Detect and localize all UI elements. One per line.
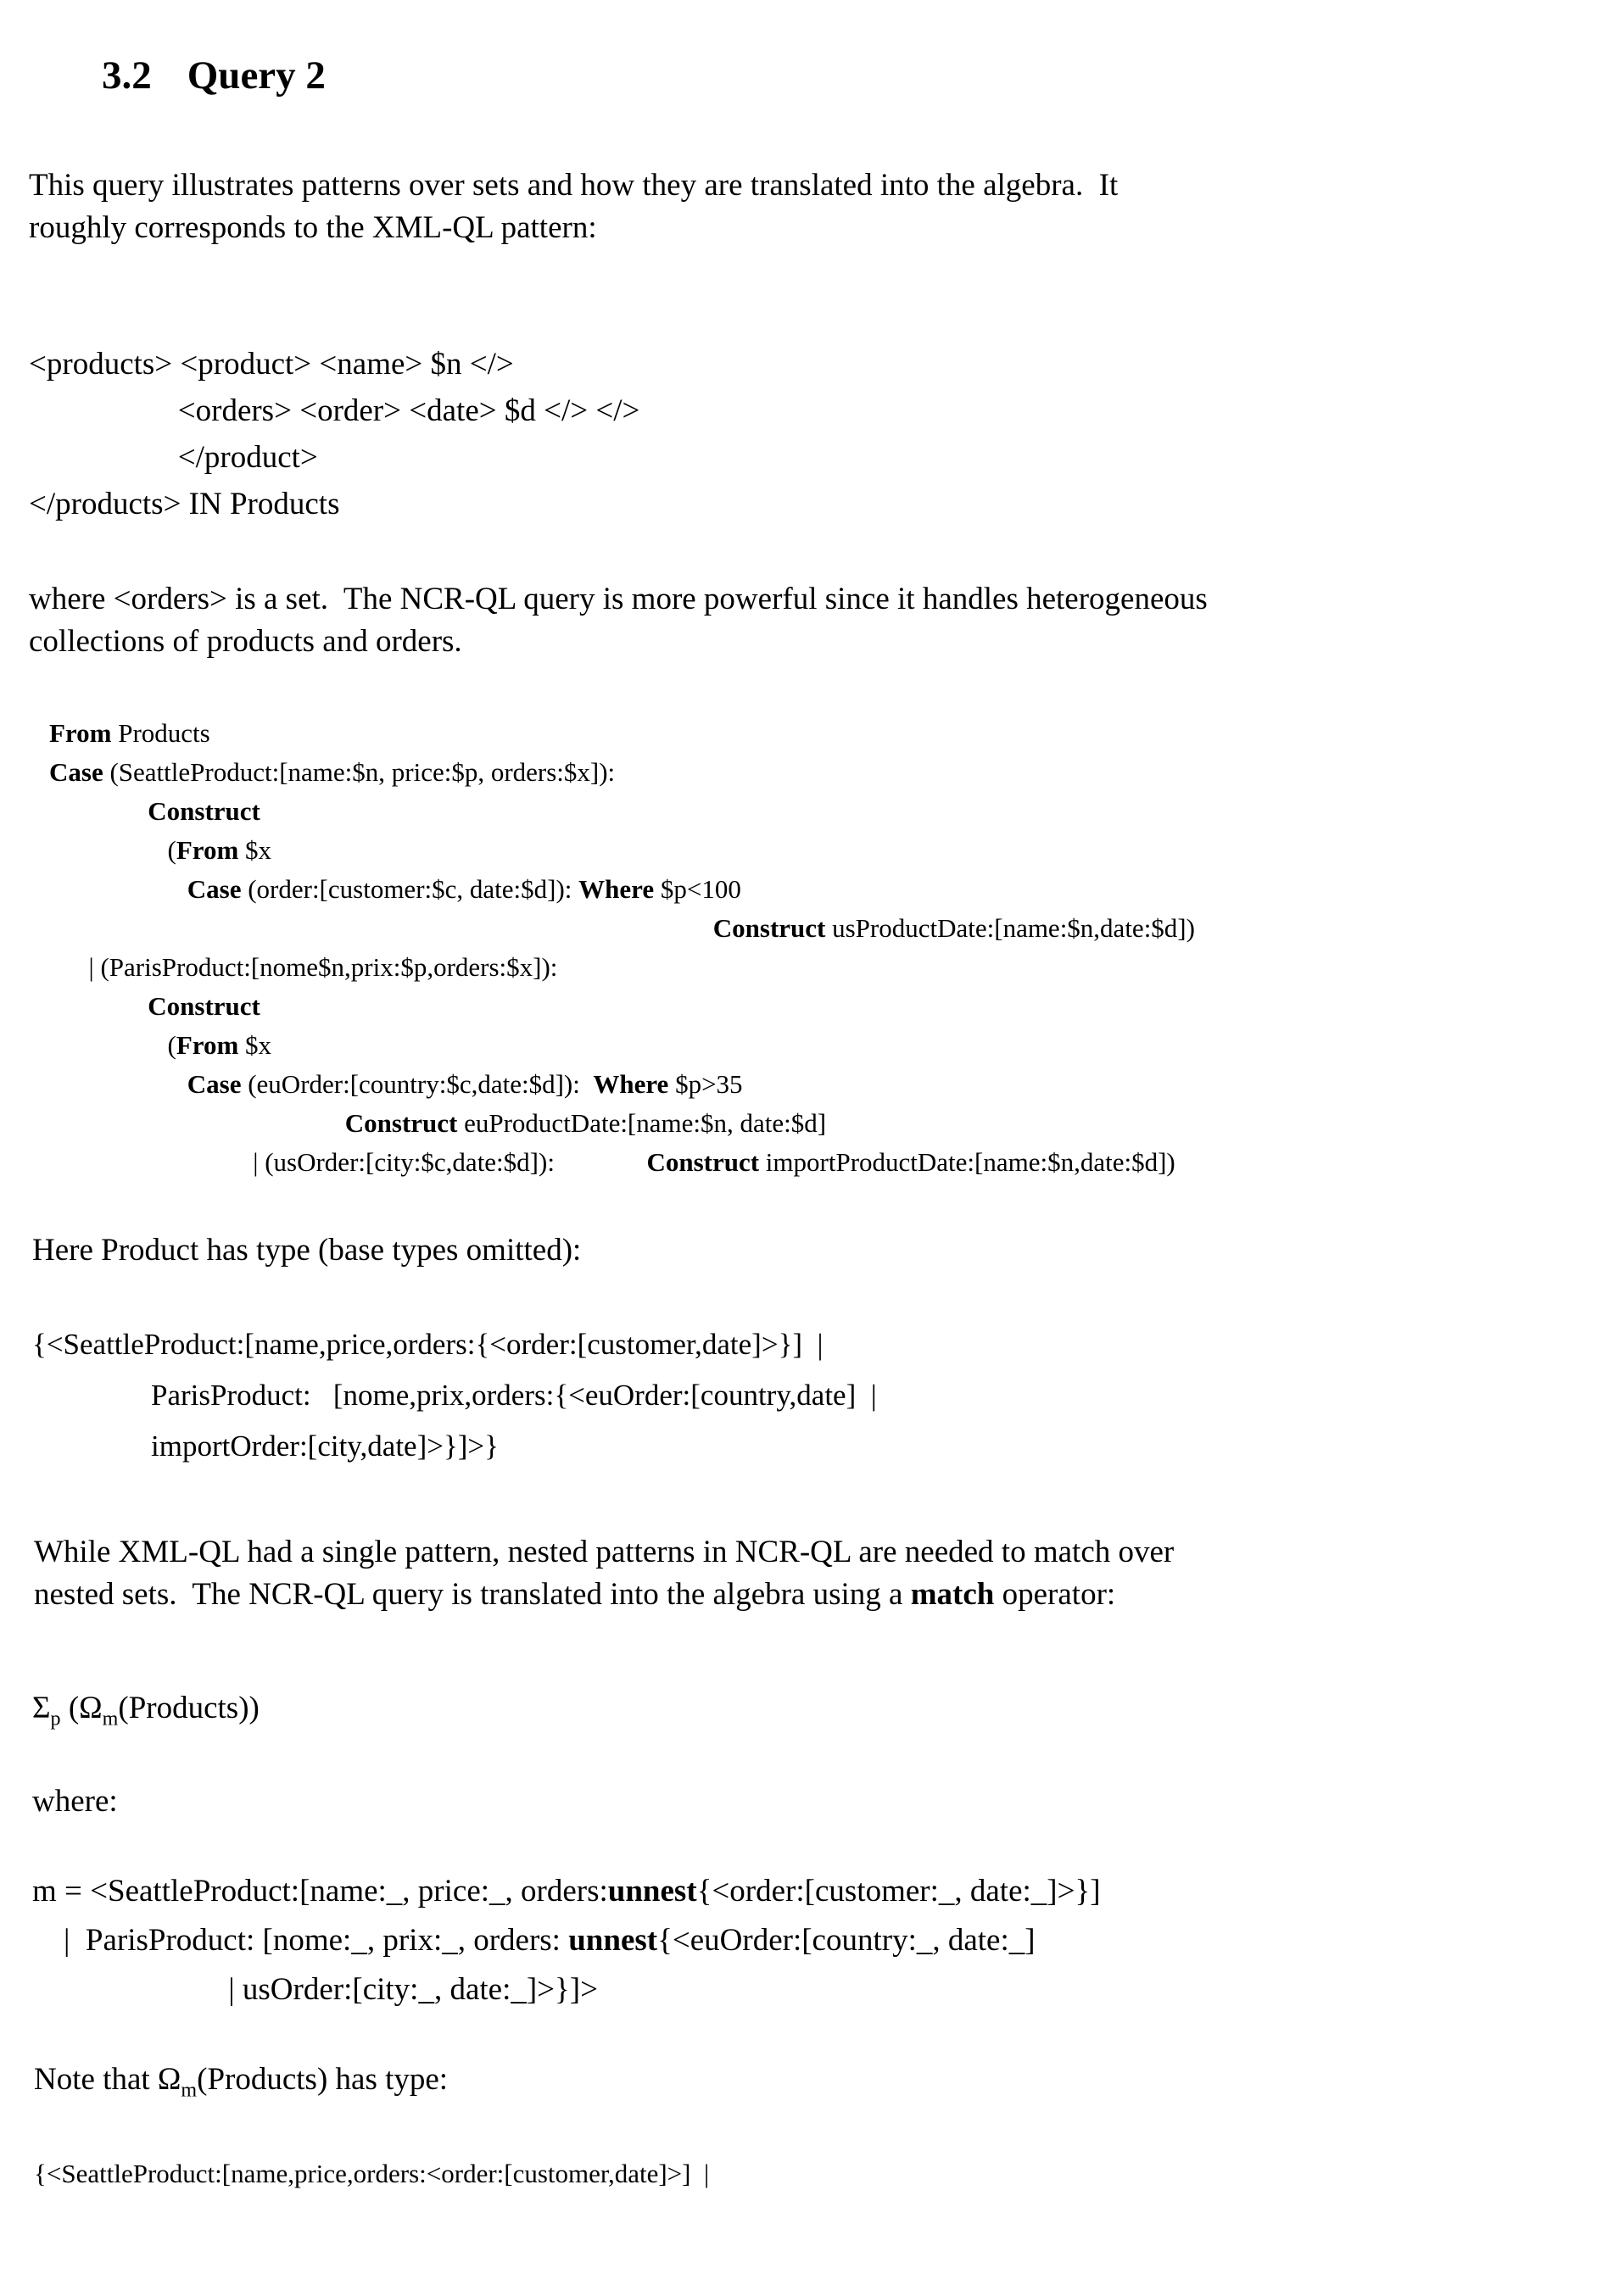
product-type-definition [32,1319,1574,1472]
match-pattern-definition [32,1867,1574,2015]
text-line: | usOrder:[city:_, date:_]>}]> [32,1972,598,2007]
where-label [32,1781,1574,1823]
text-line: </products> IN Products [29,487,340,521]
intro-paragraph [29,164,1574,249]
section-number: 3.2 [102,53,152,98]
text-line: While XML-QL had a single pattern, nested patterns in NCR-QL are needed to match over [34,1535,1175,1569]
result-type-line [34,2155,1574,2193]
text-line: (From $x [49,1030,272,1060]
text-line: importOrder:[city,date]>}]>} [32,1429,499,1463]
section-title: Query 2 [187,53,326,98]
match-operator-paragraph [34,1531,1574,1616]
section-heading [102,53,1574,98]
text-line: roughly corresponds to the XML-QL pattern: [29,210,597,245]
algebra-expression [32,1687,1574,1730]
text-line: Construct [148,796,260,826]
text-line: nested sets. The NCR-QL query is translated into the algebra using a match operator: [34,1577,1116,1612]
text-line: Case (euOrder:[country:$c,date:$d]): Where $p>35 [187,1069,743,1099]
text-line: <products> <product> <name> $n </> [29,347,514,382]
text-line: $\Sigma_p$ $(\Omega_m(Products))$ [32,1691,260,1730]
text-line: This query illustrates patterns over sets and how they are translated into the algebra. It [29,168,1119,203]
text-line: | (ParisProduct:[nome$n,prix:$p,orders:$x]): [49,952,558,982]
product-type-intro [32,1229,1574,1272]
text-line: (From $x [49,835,272,865]
text-line: </product> [29,440,318,475]
text-line: {<SeattleProduct:[name,price,orders:{<order:[customer,date]>}] | [32,1328,824,1361]
text-line: collections of products and orders. [29,624,462,659]
text-line: Case (order:[customer:$c, date:$d]): Where $p<100 [187,874,741,904]
text-line: where <orders> is a set. The NCR-QL query is more powerful since it handles heterogeneous [29,582,1208,616]
text-line: Case (SeattleProduct:[name:$n, price:$p, orders:$x]): [49,757,616,787]
text-line: m = <SeattleProduct:[name:_, price:_, orders:unnest{<order:[customer:_, date:_]>}] [32,1874,1101,1909]
text-line: <orders> <order> <date> $d </> </> [29,393,640,428]
text-line: Construct usProductDate:[name:$n,date:$d]) [712,913,1195,943]
text-line: | (usOrder:[city:$c,date:$d]): Construct importProductDate:[name:$n,date:$d]) [49,1147,1175,1177]
text-line: where: [32,1784,118,1819]
text-line: {<SeattleProduct:[name,price,orders:<order:[customer,date]>] | [34,2159,710,2188]
where-set-paragraph [29,578,1574,663]
ncrql-query-block [49,714,1574,1182]
xmlql-pattern-block [29,341,1574,527]
text-line: Construct euProductDate:[name:$n, date:$d] [344,1108,827,1138]
text-line: Note that $\Omega_m(Products)$ has type: [34,2062,449,2102]
text-line: | ParisProduct: [nome:_, prix:_, orders: unnest{<euOrder:[country:_, date:_] [32,1923,1036,1958]
text-line: ParisProduct: [nome,prix,orders:{<euOrder:[country,date] | [32,1379,877,1412]
text-line: From Products [49,718,210,748]
note-type-paragraph [34,2059,1574,2101]
text-line: Construct [148,991,260,1021]
text-line: Here Product has type (base types omitted): [32,1233,582,1268]
